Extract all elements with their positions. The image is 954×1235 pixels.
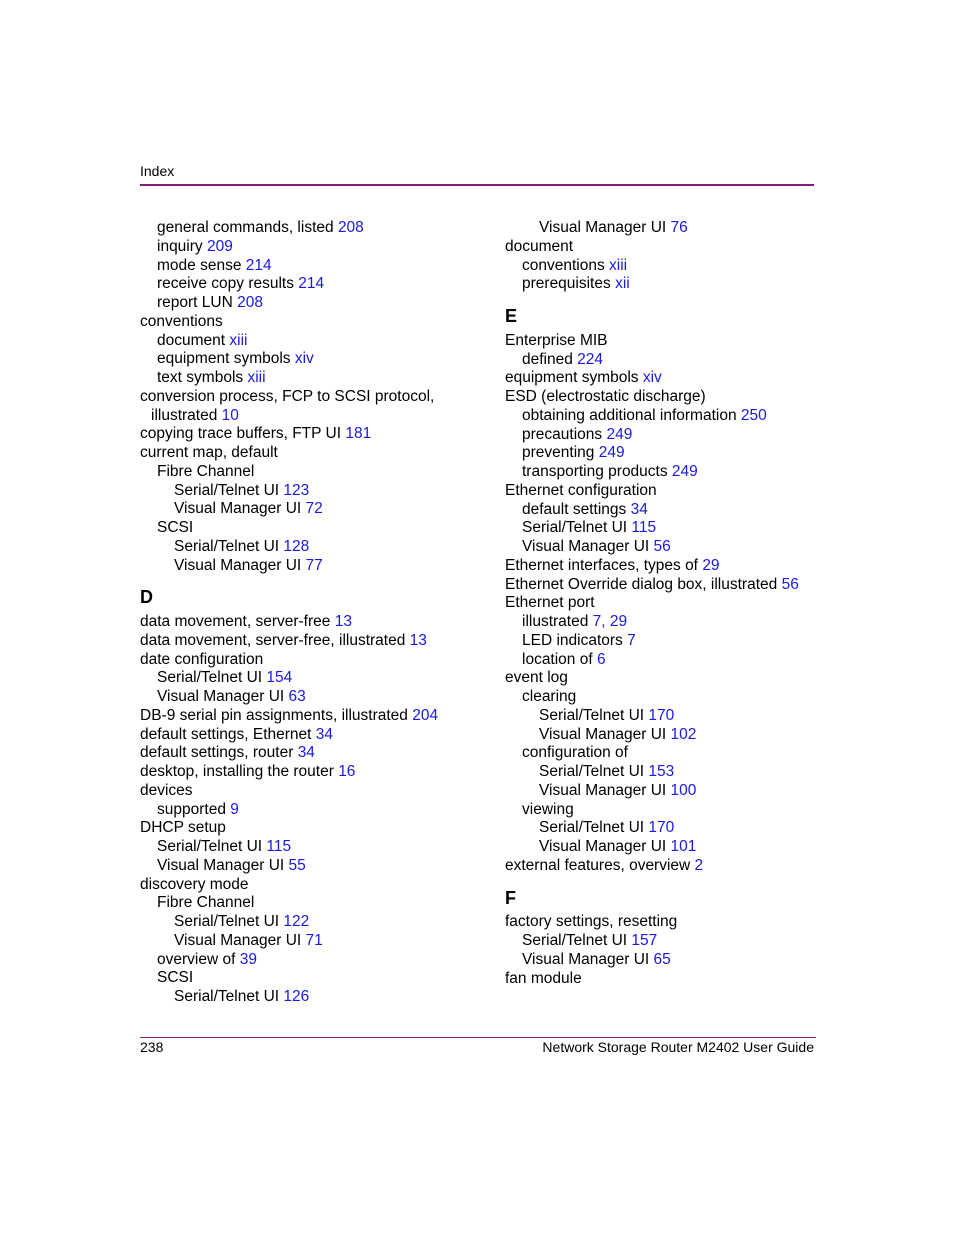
index-term: Serial/Telnet UI <box>174 988 280 1005</box>
page-ref-link[interactable]: 56 <box>781 575 799 593</box>
index-entry <box>140 613 450 632</box>
index-entry <box>505 426 815 445</box>
page-ref-link[interactable]: 126 <box>283 988 310 1005</box>
index-term: Ethernet Override dialog box, illustrated <box>505 575 778 593</box>
index-term: Visual Manager UI <box>539 781 667 799</box>
index-term: Serial/Telnet UI <box>174 913 280 930</box>
index-entry <box>140 632 450 651</box>
page-ref-link[interactable]: 29 <box>702 556 720 574</box>
index-term: DB-9 serial pin assignments, illustrated <box>140 706 408 724</box>
page-ref-link[interactable]: 250 <box>740 406 767 424</box>
index-term: supported <box>157 800 226 818</box>
index-entry <box>505 519 815 538</box>
index-entry <box>505 688 815 707</box>
index-entry <box>505 576 815 595</box>
index-term: Serial/Telnet UI <box>522 932 628 949</box>
index-term: Fibre Channel <box>157 894 255 912</box>
page-ref-link[interactable]: 102 <box>670 725 697 743</box>
index-entry <box>505 838 815 857</box>
index-term: Visual Manager UI <box>539 219 667 236</box>
index-term: Serial/Telnet UI <box>539 819 645 837</box>
page-ref-link[interactable]: 123 <box>283 481 310 499</box>
index-term: Visual Manager UI <box>174 500 302 518</box>
page-ref-link[interactable]: 10 <box>221 406 239 424</box>
index-term: preventing <box>522 444 595 462</box>
page-ref-link[interactable]: 249 <box>671 463 698 480</box>
index-term: general commands, listed <box>157 219 334 236</box>
index-term: default settings, router <box>140 744 294 762</box>
section-letter <box>140 588 450 607</box>
index-term: illustrated <box>522 613 589 630</box>
index-term: Serial/Telnet UI <box>174 481 280 499</box>
index-term: ESD (electrostatic discharge) <box>505 388 706 405</box>
index-term: Serial/Telnet UI <box>539 763 645 780</box>
index-entry <box>140 482 450 501</box>
index-term: conventions <box>140 312 223 330</box>
index-column-right <box>505 219 815 988</box>
index-entry <box>505 594 815 613</box>
index-term: SCSI <box>157 519 194 536</box>
page-ref-link[interactable]: 249 <box>598 444 625 462</box>
page-ref-link[interactable]: 65 <box>653 950 671 968</box>
index-term: mode sense <box>157 256 242 274</box>
index-entry <box>505 388 815 407</box>
index-term: Ethernet port <box>505 594 595 612</box>
index-entry <box>140 707 450 726</box>
page-ref-link[interactable]: 157 <box>631 932 658 949</box>
index-entry <box>505 501 815 520</box>
page-ref-link[interactable]: 63 <box>288 688 306 705</box>
index-entry <box>505 632 815 651</box>
page-ref-link[interactable]: 122 <box>283 913 310 930</box>
index-entry <box>140 257 450 276</box>
page-ref-link[interactable]: xii <box>615 275 630 293</box>
index-entry <box>505 782 815 801</box>
index-entry <box>140 538 450 557</box>
index-entry <box>140 444 450 463</box>
page-ref-link[interactable]: 7 <box>627 631 636 649</box>
index-entry <box>140 951 450 970</box>
index-term: Visual Manager UI <box>174 556 302 574</box>
index-term: event log <box>505 669 568 687</box>
page-ref-link[interactable]: 55 <box>288 856 306 874</box>
index-term: discovery mode <box>140 875 249 893</box>
index-term: LED indicators <box>522 631 623 649</box>
section-letter <box>505 889 815 908</box>
page-ref-link[interactable]: 71 <box>305 931 323 949</box>
index-term: overview of <box>157 950 236 968</box>
index-entry <box>505 857 815 876</box>
index-entry <box>140 838 450 857</box>
header-label: Index <box>140 163 175 179</box>
index-entry <box>140 350 450 369</box>
page-ref-link[interactable]: xiii <box>247 369 266 386</box>
index-entry <box>140 688 450 707</box>
page-ref-link[interactable]: 13 <box>409 631 427 649</box>
index-entry <box>140 519 450 538</box>
index-entry <box>140 219 450 238</box>
index-term: precautions <box>522 425 603 443</box>
page-ref-link[interactable]: 208 <box>337 219 364 236</box>
index-term: Ethernet interfaces, types of <box>505 556 698 574</box>
index-term: data movement, server-free, illustrated <box>140 631 406 649</box>
index-entry <box>140 463 450 482</box>
index-term: DHCP setup <box>140 819 226 837</box>
page-ref-link[interactable]: 6 <box>596 650 606 668</box>
page-ref-link[interactable]: 249 <box>606 425 633 443</box>
page-ref-link[interactable]: 9 <box>230 800 239 818</box>
index-entry <box>140 651 450 670</box>
index-term: illustrated <box>151 406 218 424</box>
index-term: transporting products <box>522 463 668 480</box>
index-term: configuration of <box>522 744 628 762</box>
index-term: desktop, installing the router <box>140 763 334 780</box>
index-entry <box>505 744 815 763</box>
page-ref-link[interactable]: 101 <box>670 838 697 855</box>
index-term: external features, overview <box>505 856 691 874</box>
index-entry <box>140 669 450 688</box>
index-column-left <box>140 219 450 1007</box>
index-entry <box>505 275 815 294</box>
index-entry <box>505 819 815 838</box>
index-term: document <box>157 331 226 349</box>
index-entry <box>140 819 450 838</box>
index-term: report LUN <box>157 294 233 311</box>
index-term: conversion process, FCP to SCSI protocol, <box>140 387 435 405</box>
index-entry <box>140 425 450 444</box>
index-entry <box>140 913 450 932</box>
index-entry <box>140 988 450 1007</box>
index-entry <box>140 369 450 388</box>
index-term: date configuration <box>140 650 264 668</box>
page-ref-link[interactable]: 7 <box>592 613 602 630</box>
index-entry <box>140 500 450 519</box>
index-term: factory settings, resetting <box>505 913 678 931</box>
index-entry-continuation <box>140 407 450 426</box>
page-ref-link[interactable]: 115 <box>631 519 657 537</box>
index-term: Fibre Channel <box>157 462 255 480</box>
index-entry <box>505 407 815 426</box>
index-entry <box>505 951 815 970</box>
index-term: Serial/Telnet UI <box>157 669 263 687</box>
index-entry <box>140 857 450 876</box>
index-entry <box>140 313 450 332</box>
index-term: viewing <box>522 800 574 818</box>
page-ref-link[interactable]: xiii <box>609 256 628 274</box>
index-term: D <box>140 587 153 608</box>
index-entry <box>140 332 450 351</box>
index-term: Visual Manager UI <box>539 725 667 743</box>
index-term: F <box>505 887 516 908</box>
index-term: Visual Manager UI <box>174 931 302 949</box>
index-entry <box>505 463 815 482</box>
index-entry <box>140 876 450 895</box>
index-term: Serial/Telnet UI <box>157 838 263 855</box>
index-term: Serial/Telnet UI <box>539 706 645 724</box>
index-entry <box>505 763 815 782</box>
page-ref-link[interactable]: 2 <box>694 856 704 874</box>
index-entry <box>140 238 450 257</box>
page-ref-link[interactable]: 153 <box>648 763 675 780</box>
page-ref-link[interactable]: 214 <box>298 275 325 293</box>
index-term: E <box>505 306 518 326</box>
page-ref-link[interactable]: xiv <box>294 350 314 368</box>
index-entry <box>505 726 815 745</box>
page-ref-link[interactable]: 16 <box>338 763 356 780</box>
page-ref-link[interactable]: 170 <box>648 819 675 837</box>
page-ref-link[interactable]: 34 <box>315 725 334 743</box>
index-entry <box>505 257 815 276</box>
page-ref-link[interactable]: 56 <box>653 538 671 555</box>
page-ref-link[interactable]: 209 <box>206 237 233 255</box>
index-entry <box>140 894 450 913</box>
index-term: default settings, Ethernet <box>140 725 312 743</box>
index-term: inquiry <box>157 237 203 255</box>
index-term: conventions <box>522 256 605 274</box>
index-entry <box>140 744 450 763</box>
document-title: Network Storage Router M2402 User Guide <box>542 1039 814 1055</box>
index-entry <box>140 801 450 820</box>
page-ref-link[interactable]: 208 <box>237 294 263 311</box>
index-term: Ethernet configuration <box>505 481 657 499</box>
page-ref-link[interactable]: 204 <box>412 706 439 724</box>
index-entry <box>140 969 450 988</box>
index-term: Serial/Telnet UI <box>174 537 280 555</box>
page-ref-link[interactable]: , 29 <box>601 613 627 630</box>
index-term: data movement, server-free <box>140 613 331 630</box>
footer-rule <box>140 1037 816 1038</box>
page-ref-link[interactable]: 100 <box>670 781 697 799</box>
index-term: fan module <box>505 969 582 987</box>
index-term: current map, default <box>140 444 278 461</box>
index-entry <box>505 801 815 820</box>
index-entry <box>140 294 450 313</box>
index-term: copying trace buffers, FTP UI <box>140 425 342 443</box>
index-term: Visual Manager UI <box>157 688 285 705</box>
page-ref-link[interactable]: 34 <box>630 500 648 518</box>
page-ref-link[interactable]: 77 <box>305 556 323 574</box>
page-ref-link[interactable]: 76 <box>670 219 688 236</box>
index-term: location of <box>522 650 593 668</box>
index-term: SCSI <box>157 969 194 987</box>
index-entry <box>505 669 815 688</box>
index-term: Visual Manager UI <box>522 538 650 555</box>
index-entry <box>505 932 815 951</box>
index-term: Visual Manager UI <box>522 950 650 968</box>
page-ref-link[interactable]: 72 <box>305 500 323 518</box>
index-term: Serial/Telnet UI <box>522 519 628 537</box>
page-ref-link[interactable]: 128 <box>283 537 310 555</box>
index-entry <box>505 970 815 989</box>
index-term: Visual Manager UI <box>539 838 667 855</box>
header-rule <box>140 184 814 186</box>
index-term: Enterprise MIB <box>505 331 608 349</box>
index-entry <box>505 351 815 370</box>
page-ref-link[interactable]: 154 <box>266 669 293 687</box>
index-term: prerequisites <box>522 275 611 293</box>
page-ref-link[interactable]: 13 <box>334 613 352 630</box>
index-term: receive copy results <box>157 275 294 293</box>
index-entry <box>505 482 815 501</box>
index-entry <box>140 763 450 782</box>
index-term: obtaining additional information <box>522 406 737 424</box>
index-term: document <box>505 237 574 255</box>
index-entry <box>140 388 450 407</box>
index-entry <box>505 332 815 351</box>
page-ref-link[interactable]: 39 <box>239 950 257 968</box>
index-entry <box>505 651 815 670</box>
index-entry <box>140 726 450 745</box>
section-letter <box>505 307 815 326</box>
page-ref-link[interactable]: 34 <box>297 744 315 762</box>
index-term: defined <box>522 350 573 368</box>
page-ref-link[interactable]: xiii <box>229 331 248 349</box>
index-entry <box>505 913 815 932</box>
index-entry <box>505 538 815 557</box>
page-ref-link[interactable]: 214 <box>245 256 272 274</box>
index-entry <box>505 557 815 576</box>
page-ref-link[interactable]: xiv <box>642 369 662 387</box>
index-entry <box>140 782 450 801</box>
index-term: equipment symbols <box>157 350 291 368</box>
page-ref-link[interactable]: 115 <box>266 838 292 855</box>
index-term: clearing <box>522 688 577 705</box>
page-ref-link[interactable]: 170 <box>648 706 675 724</box>
index-entry <box>505 219 815 238</box>
index-entry <box>140 932 450 951</box>
index-entry <box>505 707 815 726</box>
index-term: equipment symbols <box>505 369 639 387</box>
page-number: 238 <box>140 1039 164 1055</box>
index-term: devices <box>140 781 193 799</box>
index-term: text symbols <box>157 369 244 386</box>
index-entry <box>140 275 450 294</box>
index-entry <box>505 369 815 388</box>
page-ref-link[interactable]: 224 <box>577 350 604 368</box>
index-entry <box>505 613 815 632</box>
index-term: default settings <box>522 500 627 518</box>
index-entry <box>140 557 450 576</box>
index-entry <box>505 444 815 463</box>
page-ref-link[interactable]: 181 <box>345 425 372 443</box>
index-entry <box>505 238 815 257</box>
index-term: Visual Manager UI <box>157 856 285 874</box>
